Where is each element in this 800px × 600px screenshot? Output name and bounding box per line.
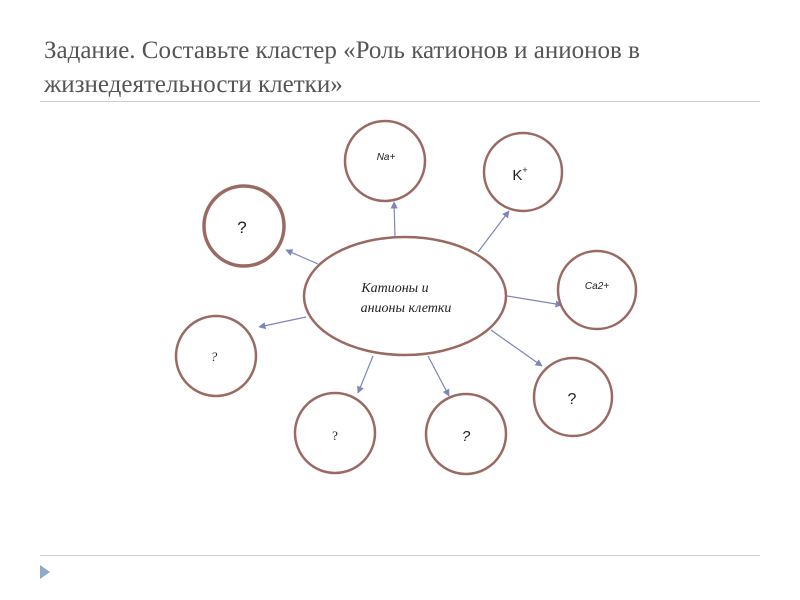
node-unknown-1-label: ? (237, 218, 247, 237)
footer-divider (40, 555, 760, 556)
arrow-to-q2 (259, 317, 306, 327)
arrow-to-ca (507, 296, 562, 305)
node-k-label: K+ (512, 165, 528, 184)
slide-title: Задание. Составьте кластер «Роль катионов и анионов в жизнедеятельности клетки» (44, 37, 640, 98)
center-label-line1: Катионы и (361, 281, 429, 296)
node-unknown-2-label: ? (210, 349, 218, 364)
arrow-to-q3 (358, 356, 373, 393)
center-label-line2: анионы клетки (360, 301, 452, 316)
node-unknown-4-label: ? (461, 428, 471, 445)
triangle-right-icon[interactable] (40, 565, 50, 579)
node-unknown-3-label: ? (332, 428, 338, 443)
arrow-to-q1 (286, 250, 318, 264)
node-na-label: Na+ (376, 152, 396, 163)
arrow-to-q4 (428, 356, 449, 396)
arrow-to-na (394, 202, 395, 237)
arrow-to-q5 (491, 330, 542, 366)
node-unknown-5-label: ? (567, 391, 577, 408)
arrow-to-k (478, 211, 509, 252)
center-node (304, 237, 506, 355)
node-ca-label: Ca2+ (584, 281, 610, 292)
